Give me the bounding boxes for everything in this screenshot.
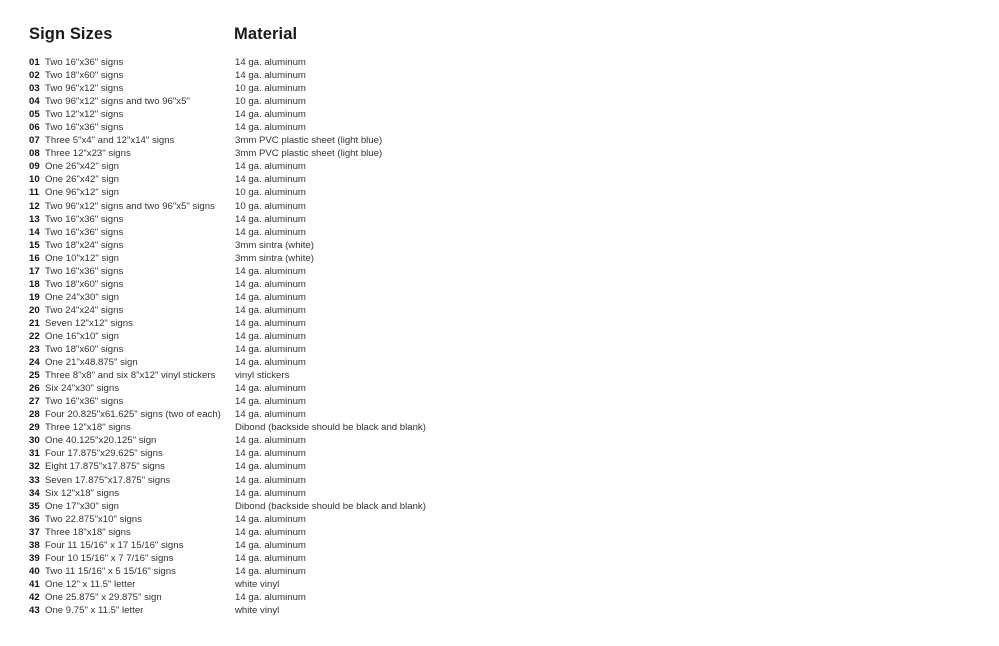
sign-size: One 17"x30" sign	[45, 500, 120, 512]
list-item	[29, 304, 729, 317]
list-item	[29, 252, 729, 265]
list-item	[29, 460, 729, 473]
sign-size: Four 20.825"x61.625" signs (two of each)	[45, 409, 221, 421]
list-item	[29, 330, 729, 343]
sign-material: 14 ga. aluminum	[235, 461, 306, 473]
list-item	[29, 447, 729, 460]
sign-material: 14 ga. aluminum	[235, 109, 306, 121]
item-number: 16	[29, 252, 40, 264]
list-item	[29, 278, 729, 291]
list-item	[29, 200, 729, 213]
list-item	[29, 578, 729, 591]
sign-size: Seven 12"x12" signs	[45, 317, 133, 329]
sign-material: 14 ga. aluminum	[235, 591, 306, 603]
item-number: 02	[29, 70, 40, 82]
list-item	[29, 265, 729, 278]
sign-material: 14 ga. aluminum	[235, 357, 306, 369]
sign-material: 14 ga. aluminum	[235, 265, 306, 277]
sign-size: Two 12"x12" signs	[45, 109, 124, 121]
sign-size: Six 12"x18" signs	[45, 487, 120, 499]
sign-material: 14 ga. aluminum	[235, 174, 306, 186]
item-number: 39	[29, 552, 40, 564]
sign-size: Four 11 15/16" x 17 15/16" signs	[45, 539, 184, 551]
item-number: 08	[29, 148, 40, 160]
item-number: 05	[29, 109, 40, 121]
sign-size: Two 16"x36" signs	[45, 57, 124, 68]
sign-material: 14 ga. aluminum	[235, 304, 306, 316]
item-number: 04	[29, 96, 40, 108]
list-item	[29, 173, 729, 186]
sign-material: 14 ga. aluminum	[235, 435, 306, 447]
item-number: 23	[29, 344, 40, 356]
sign-material: 3mm sintra (white)	[235, 252, 314, 264]
sign-size: Two 16"x36" signs	[45, 122, 124, 134]
sign-material: 14 ga. aluminum	[235, 70, 306, 82]
sign-size: Two 16"x36" signs	[45, 396, 124, 408]
item-number: 01	[29, 57, 40, 68]
list-item	[29, 160, 729, 173]
sign-size: Two 96"x12" signs and two 96"x5" signs	[45, 200, 215, 212]
item-number: 07	[29, 135, 40, 147]
sign-size: Two 18"x24" signs	[45, 239, 124, 251]
sign-material: 14 ga. aluminum	[235, 448, 306, 460]
list-item	[29, 408, 729, 421]
sign-size: One 26"x42" sign	[45, 174, 120, 186]
sign-material: 3mm sintra (white)	[235, 239, 314, 251]
sign-size: Two 96"x12" signs	[45, 83, 124, 95]
sign-material: 14 ga. aluminum	[235, 383, 306, 395]
list-item	[29, 239, 729, 252]
sign-material: 10 ga. aluminum	[235, 83, 306, 95]
item-number: 34	[29, 487, 40, 499]
list-item	[29, 343, 729, 356]
sign-size: One 10"x12" sign	[45, 252, 120, 264]
sign-size: One 96"x12" sign	[45, 187, 120, 199]
item-number: 40	[29, 565, 40, 577]
sign-size: One 25.875" x 29.875" sign	[45, 591, 162, 603]
list-item	[29, 317, 729, 330]
sign-material: white vinyl	[235, 604, 280, 616]
sign-size: Two 96"x12" signs and two 96"x5"	[45, 96, 190, 108]
item-number: 14	[29, 226, 40, 238]
sign-material: 10 ga. aluminum	[235, 200, 306, 212]
item-number: 38	[29, 539, 40, 551]
item-number: 13	[29, 213, 40, 225]
sign-size: Three 12"x23" signs	[45, 148, 131, 160]
list-item	[29, 369, 729, 382]
item-number: 30	[29, 435, 40, 447]
sign-size: One 16"x10" sign	[45, 330, 120, 342]
sign-material: Dibond (backside should be black and blank)	[235, 500, 426, 512]
sign-size: One 9.75" x 11.5" letter	[45, 604, 144, 616]
sign-material: 14 ga. aluminum	[235, 526, 306, 538]
sign-material: 14 ga. aluminum	[235, 291, 306, 303]
sign-size: Seven 17.875"x17.875" signs	[45, 474, 171, 486]
sign-material: vinyl stickers	[235, 370, 290, 382]
sign-material: 14 ga. aluminum	[235, 474, 306, 486]
sign-material: 14 ga. aluminum	[235, 213, 306, 225]
item-number: 29	[29, 422, 40, 434]
sign-material: white vinyl	[235, 578, 280, 590]
item-number: 28	[29, 409, 40, 421]
column-headings	[29, 25, 629, 49]
sign-size: Three 12"x18" signs	[45, 422, 131, 434]
sign-material: 14 ga. aluminum	[235, 330, 306, 342]
list-item	[29, 539, 729, 552]
item-number: 26	[29, 383, 40, 395]
list-item	[29, 213, 729, 226]
sign-material: 14 ga. aluminum	[235, 57, 306, 68]
list-item	[29, 604, 729, 617]
sign-list	[29, 56, 729, 617]
list-item	[29, 434, 729, 447]
item-number: 36	[29, 513, 40, 525]
list-item	[29, 147, 729, 160]
list-item	[29, 95, 729, 108]
list-item	[29, 526, 729, 539]
sign-material: 14 ga. aluminum	[235, 409, 306, 421]
item-number: 15	[29, 239, 40, 251]
item-number: 27	[29, 396, 40, 408]
sign-size: One 40.125"x20.125" sign	[45, 435, 157, 447]
list-item	[29, 356, 729, 369]
sign-size: Two 18"x60" signs	[45, 70, 124, 82]
sign-size: Two 18"x60" signs	[45, 344, 124, 356]
sign-material: 14 ga. aluminum	[235, 278, 306, 290]
sign-size: One 21"x48.875" sign	[45, 357, 138, 369]
item-number: 06	[29, 122, 40, 134]
sign-size: Four 17.875"x29.625" signs	[45, 448, 163, 460]
item-number: 21	[29, 317, 40, 329]
sign-size: Six 24"x30" signs	[45, 383, 120, 395]
item-number: 19	[29, 291, 40, 303]
item-number: 18	[29, 278, 40, 290]
sign-material: 10 ga. aluminum	[235, 187, 306, 199]
sign-material: 14 ga. aluminum	[235, 226, 306, 238]
sign-material: 14 ga. aluminum	[235, 565, 306, 577]
list-item	[29, 565, 729, 578]
list-item	[29, 186, 729, 199]
sign-material: 14 ga. aluminum	[235, 552, 306, 564]
sign-size: One 12" x 11.5" letter	[45, 578, 136, 590]
item-number: 24	[29, 357, 40, 369]
sign-material: 3mm PVC plastic sheet (light blue)	[235, 148, 383, 160]
sign-size: Two 16"x36" signs	[45, 213, 124, 225]
sign-size: Three 5"x4" and 12"x14" signs	[45, 135, 175, 147]
list-item	[29, 552, 729, 565]
sign-material: 3mm PVC plastic sheet (light blue)	[235, 135, 383, 147]
sign-material: 14 ga. aluminum	[235, 487, 306, 499]
item-number: 11	[29, 187, 40, 199]
sign-size: One 26"x42" sign	[45, 161, 120, 173]
material-heading: Material	[234, 25, 298, 43]
sign-size: Two 16"x36" signs	[45, 265, 124, 277]
sign-material: 14 ga. aluminum	[235, 539, 306, 551]
item-number: 20	[29, 304, 40, 316]
item-number: 22	[29, 330, 40, 342]
list-item	[29, 291, 729, 304]
list-item	[29, 421, 729, 434]
list-item	[29, 382, 729, 395]
item-number: 17	[29, 265, 40, 277]
list-item	[29, 56, 729, 69]
sign-material: 14 ga. aluminum	[235, 317, 306, 329]
list-item	[29, 395, 729, 408]
item-number: 03	[29, 83, 40, 95]
sign-size: Three 8"x8" and six 8"x12" vinyl stickers	[45, 370, 216, 382]
item-number: 31	[29, 448, 40, 460]
sign-material: 14 ga. aluminum	[235, 344, 306, 356]
list-item	[29, 69, 729, 82]
sign-material: 14 ga. aluminum	[235, 161, 306, 173]
sign-size: Two 11 15/16" x 5 15/16" signs	[45, 565, 176, 577]
sign-size: Two 22.875"x10" signs	[45, 513, 142, 525]
list-item	[29, 134, 729, 147]
sign-material: 14 ga. aluminum	[235, 396, 306, 408]
list-item	[29, 500, 729, 513]
sign-size: Two 16"x36" signs	[45, 226, 124, 238]
sign-size: Eight 17.875"x17.875" signs	[45, 461, 165, 473]
item-number: 32	[29, 461, 40, 473]
sign-material: Dibond (backside should be black and blank)	[235, 422, 426, 434]
list-item	[29, 226, 729, 239]
sign-material: 14 ga. aluminum	[235, 513, 306, 525]
list-item	[29, 487, 729, 500]
sign-size: One 24"x30" sign	[45, 291, 120, 303]
item-number: 37	[29, 526, 40, 538]
item-number: 43	[29, 604, 40, 616]
item-number: 41	[29, 578, 40, 590]
item-number: 42	[29, 591, 40, 603]
sign-material: 10 ga. aluminum	[235, 96, 306, 108]
list-item	[29, 513, 729, 526]
sign-size: Two 18"x60" signs	[45, 278, 124, 290]
list-item	[29, 591, 729, 604]
sign-sizes-heading: Sign Sizes	[29, 25, 113, 43]
list-item	[29, 82, 729, 95]
list-item	[29, 474, 729, 487]
list-item	[29, 108, 729, 121]
item-number: 25	[29, 370, 40, 382]
item-number: 09	[29, 161, 40, 173]
item-number: 10	[29, 174, 40, 186]
item-number: 33	[29, 474, 40, 486]
list-item	[29, 121, 729, 134]
item-number: 12	[29, 200, 40, 212]
sign-material: 14 ga. aluminum	[235, 122, 306, 134]
item-number: 35	[29, 500, 40, 512]
sign-size: Four 10 15/16" x 7 7/16" signs	[45, 552, 174, 564]
sign-size: Two 24"x24" signs	[45, 304, 124, 316]
sign-size: Three 18"x18" signs	[45, 526, 131, 538]
